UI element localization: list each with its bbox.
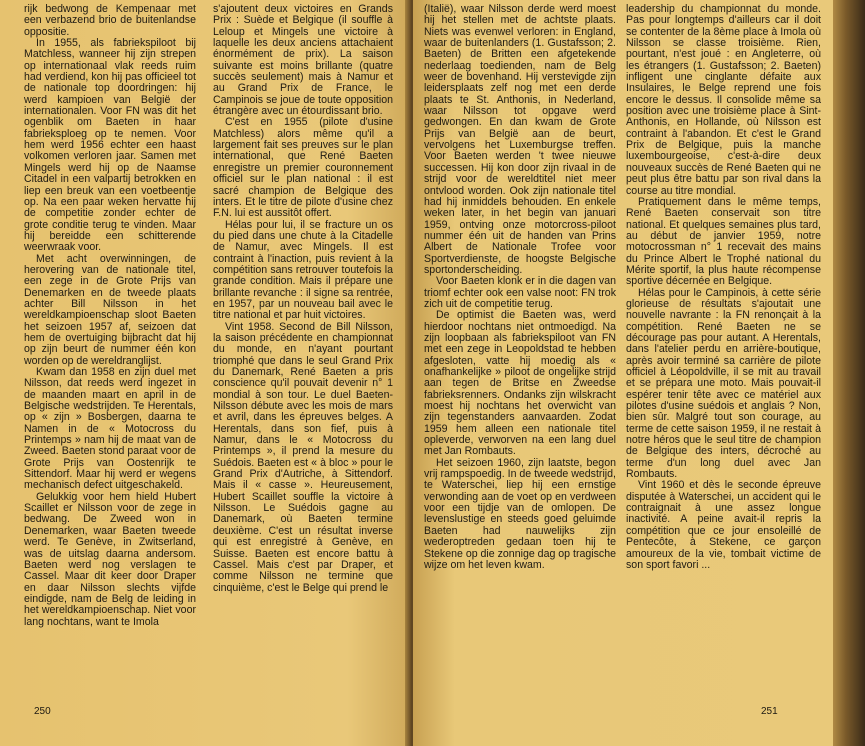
right-page xyxy=(413,0,833,746)
left-page-french-column xyxy=(213,4,393,594)
paragraph: Het seizoen 1960, zijn laatste, begon vrij rampspoedig. In de tweede wedstrijd, te Waterschei, liep hij een ernstige verwonding aan de voet op en verdween voor een tijdje van de omlopen. De levenslustige en steeds goed geluimde Baeten had nauwelijks zijn wederoptreden gedaan toen hij te Stekene op die zonnige dag op tragische wijze om het leven kwam. xyxy=(424,456,617,571)
paragraph: Gelukkig voor hem hield Hubert Scaillet er Nilsson voor de zege in bedwang. De Zweed won in Denemarken, waar Baeten tweede werd. Te Genève, in Zwitserland, was de uitslag daarna andersom. Baeten werd nog verslagen te Cassel. Maar dit keer door Draper en daar Nilsson slechts vijfde eindigde, nam de Belg de leiding in het wereldkampioenschap. Niet voor lang nochtans, want te Imola xyxy=(24,490,196,628)
left-page-dutch-column xyxy=(24,4,196,628)
paragraph: Voor Baeten klonk er in die dagen van triomf echter ook een valse noot: FN trok zich uit de competitie terug. xyxy=(424,275,616,310)
paragraph: s'ajoutent deux victoires en Grands Prix : Suède et Belgique (il souffle à Leloup et Mingels une victoire à laquelle les deux anciens attachaient énormément de prix). La saison suivante est moins brillante (quatre succès seulement) mais à Namur et au Grand Prix de France, le Campinois se joue de toute opposition étrangère avec un étourdissant brio. xyxy=(213,3,393,118)
paragraph: Hélas pour lui, il se fracture un os du pied dans une chute à la Citadelle de Namur, avec Mingels. Il est contraint à l'inaction, puis revient à la compétition sans retrouver toutefois la grande condition. Mais il prépare une brillante revanche : il signe sa rentrée, en 1957, par un nouveau bail avec le titre national et par huit victoires. xyxy=(213,218,393,322)
paragraph: (Italië), waar Nilsson derde werd moest hij het stellen met de achtste plaats. Niets was evenwel verloren: in England, waar de buitenlanders (1. Gustafsson; 2. Baeten) de Britten een afgetekende nederlaag toedienden, nam de Belg weer de bovenhand. Hij verstevigde zijn leidersplaats zelf nog met een derde plaats te St. Anthonis, in Nederland, waar Nilsson tot opgave werd gedwongen. En dan kwam de Grote Prijs van België aan de beurt, vervolgens het Luxemburgse treffen. Voor Baeten werden 't twee nieuwe successen. Hij kon door zijn rivaal in de strijd voor de wereldtitel niet meer ontvlood worden. Ook zijn nationale titel had hij inmiddels behouden. En enkele weken later, in het begin van januari 1959, ontving onze motorcross-piloot nummer één uit de handen van Prins Albert de Nationale Trofee voor Sportverdienste, de hoogste Belgische sportonderscheiding. xyxy=(424,3,616,276)
page-number-left: 250 xyxy=(34,706,51,717)
page-number-right: 251 xyxy=(761,706,778,717)
paragraph: Hélas pour le Campinois, à cette série glorieuse de résultats s'ajoutait une nouvelle navrante : la FN renonçait à la compétition. René Baeten ne se décourage pas pour autant. A Herentals, dans l'atelier perdu en arrière-boutique, après avoir terminé sa carrière de pilote officiel à Léopoldville, il se mit au travail et se prépara une moto. Mais pouvait-il espérer tenir tête avec ce matériel aux pilotes d'usine suédois et anglais ? Non, bien sûr. Malgré tout son courage, au terme de cette saison 1959, il ne restait à notre héros que le seul titre de champion de Belgique des inters, décroché au terme d'un long duel avec Jan Rombauts. xyxy=(626,286,821,481)
left-page xyxy=(0,0,409,746)
paragraph: Vint 1960 et dès le seconde épreuve disputée à Waterschei, un accident qui le contraignait à une assez longue inactivité. A peine avait-il repris la compétition que ce jour ensoleillé de Pentecôte, à Stekene, ce garçon amoureux de la vie, tombait victime de son sport favori ... xyxy=(626,479,821,571)
right-page-french-column xyxy=(626,4,821,571)
paragraph: De optimist die Baeten was, werd hierdoor nochtans niet ontmoedigd. Na zijn loopbaan als fabriekspiloot van FN met een zege in Leopoldstad te hebben afgesloten, vatte hij moedig als « onafhankelijke » piloot de ongelijke strijd aan tegen de Britse en Zweedse fabrieksrenners. Ondanks zijn wilskracht moest hij nochtans het overwicht van zijn tegenstanders aanvaarden. Zodat 1959 hem alleen een nationale titel opleverde, verworven na een lang duel met Jan Rombauts. xyxy=(424,309,616,458)
paragraph: In 1955, als fabriekspiloot bij Matchless, wanneer hij zijn strepen op internationaal vlak reeds ruim had verdiend, kon hij pas officieel tot de nationale top doordringen: hij werd kampioen van België der internationalen. Voor FN was dit het ogenblik om Baeten in haar fabrieksploeg op te nemen. Voor hem werd 1956 echter een haast volkomen verloren jaar. Samen met Mingels werd hij op de Naamse Citadel in een valpartij betrokken en liep een breuk van een voetbeentje op. Na een paar weken hervatte hij de competitie zonder echter de grote conditie terug te vinden. Maar hij bereidde een schitterende weerwraak voor. xyxy=(24,37,196,254)
paragraph: Kwam dan 1958 en zijn duel met Nilsson, dat reeds werd ingezet in de maanden maart en april in de Belgische wedstrijden. Te Herentals, op « zijn » Bosbergen, daarna te Namen in de « Motocross du Printemps » nam hij de maat van de Zweed. Baeten stond paraat voor de Grote Prijs van Oostenrijk te Sittendorf. Maar hij werd er wegens mechanisch defect uitgeschakeld. xyxy=(24,366,196,492)
paragraph: Pratiquement dans le même temps, René Baeten conservait son titre national. Et quelques semaines plus tard, au début de janvier 1959, notre motocrossman n° 1 recevait des mains du Prince Albert le Trophé national du Mérite sportif, la plus haute récompense sportive décernée en Belgique. xyxy=(626,195,821,288)
paragraph: rijk bedwong de Kempenaar met een verbazend brio de buitenlandse oppositie. xyxy=(24,3,196,38)
right-page-dutch-column xyxy=(424,4,616,571)
paragraph: C'est en 1955 (pilote d'usine Matchless) alors même qu'il a largement fait ses preuves sur le plan international, que René Baeten enregistre un premier couronnement officiel sur le plan national : il est sacré champion de Belgique des inters. Et le titre de pilote d'usine chez F.N. lui est aussitôt offert. xyxy=(213,116,393,220)
paragraph: leadership du championnat du monde. Pas pour longtemps d'ailleurs car il doit se contenter de la 8ème place à Imola où Nilsson se classe troisième. Rien, pourtant, n'est joué : en Angleterre, où les étrangers (1. Gustafsson; 2. Baeten) infligent une cinglante défaite aux Insulaires, le Belge reprend une fois encore le dessus. Il consolide même sa position avec une troisième place à Sint-Anthonis, en Hollande, où Nilsson est contraint à l'abandon. Et c'est le Grand Prix de Belgique, puis la manche luxembourgeoise, c'est-à-dire deux nouveaux succès de René Baeten qui ne peut plus être battu par son rival dans la course au titre mondial. xyxy=(626,3,821,197)
paragraph: Vint 1958. Second de Bill Nilsson, la saison précédente en championnat du monde, en n'ayant pourtant triomphé que dans le seul Grand Prix du Danemark, René Baeten a pris conscience qu'il pouvait devenir n° 1 mondial à son tour. Le duel Baeten-Nilsson débute avec les mois de mars et avril, dans les épreuves belges. A Herentals, dans son fief, puis à Namur, dans le « Motocross du Printemps », il prend la mesure du Suédois. Baeten est « à bloc » pour le Grand Prix d'Autriche, à Sittendorf. Mais il « casse ». Heureusement, Hubert Scaillet souffle la victoire à Nilsson. Le Suédois gagne au Danemark, où Baeten termine deuxième. C'est un résultat inverse qui est enregistré à Genève, en Suisse. Baeten est encore battu à Cassel. Mais c'est par Draper, et comme Nilsson ne termine que cinquième, c'est le Belge qui prend le xyxy=(213,320,393,594)
page-edge-shadow xyxy=(833,0,865,746)
paragraph: Met acht overwinningen, de herovering van de nationale titel, een zege in de Grote Prijs van Denemarken en de tweede plaats achter Bill Nilsson in het wereldkampioenschap sloot Baeten het seizoen 1957 af, seizoen dat hem de overtuiging bijbracht dat hij op zijn beurt de nummer één kon worden op de wereldranglijst. xyxy=(24,252,196,367)
